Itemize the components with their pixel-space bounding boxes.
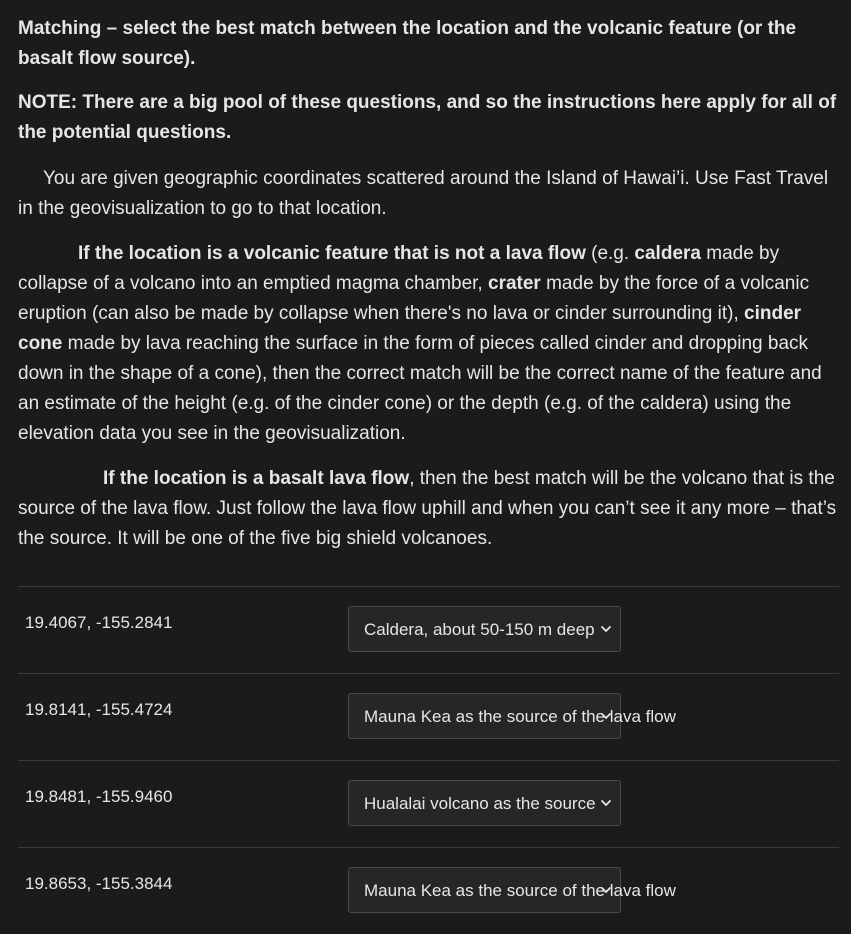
question-row bbox=[18, 586, 839, 673]
chevron-down-icon bbox=[600, 624, 612, 634]
answer-select[interactable] bbox=[348, 867, 676, 913]
instructions-intro: You are given geographic coordinates scattered around the Island of Hawai’i. Use Fast Travel in the geovisualization to go to that location. bbox=[18, 168, 829, 219]
chevron-down-icon bbox=[600, 885, 612, 895]
selected-answer: Mauna Kea as the source of the lava flow bbox=[364, 707, 676, 726]
answer-select[interactable] bbox=[348, 780, 621, 826]
feature-text-3: made by the force of a volcanic eruption (can also be made by collapse when there's no lava or cinder surrounding it), bbox=[18, 273, 810, 324]
feature-text-2: made by collapse of a volcano into an emptied magma chamber, bbox=[18, 243, 780, 294]
question-coordinates: 19.8141, -155.4724 bbox=[25, 700, 173, 719]
question-row bbox=[18, 847, 839, 934]
feature-lead: If the location is a volcanic feature that is not a lava flow bbox=[78, 243, 586, 264]
instructions-volcanic-feature bbox=[18, 239, 840, 449]
answer-select[interactable] bbox=[348, 606, 621, 652]
basalt-lead: If the location is a basalt lava flow bbox=[103, 468, 410, 489]
chevron-down-icon bbox=[600, 798, 612, 808]
feature-text-4: made by lava reaching the surface in the form of pieces called cinder and dropping back down in the shape of a cone), then the correct match will be the correct name of the feature and an estimate of the height (e.g. of the cinder cone) or the depth (e.g. of the caldera) using the elevation data you see in the geovisualization. bbox=[18, 333, 822, 444]
term-crater: crater bbox=[488, 273, 541, 294]
instructions-panel bbox=[18, 14, 840, 554]
selected-answer: Hualalai volcano as the source bbox=[364, 794, 596, 813]
feature-text-1: (e.g. bbox=[585, 243, 635, 264]
term-cinder-cone: cinder cone bbox=[18, 303, 802, 354]
instructions-basalt-flow bbox=[18, 464, 840, 554]
chevron-down-icon bbox=[600, 711, 612, 721]
question-coordinates: 19.4067, -155.2841 bbox=[25, 613, 173, 632]
basalt-text: , then the best match will be the volcano that is the source of the lava flow. Just follow the lava flow uphill and when you can’t see it any more – that’s the source. It will be one of the five big shield volcanoes. bbox=[18, 468, 837, 549]
answer-select[interactable] bbox=[348, 693, 676, 739]
selected-answer: Caldera, about 50-150 m deep bbox=[364, 620, 595, 639]
question-coordinates: 19.8481, -155.9460 bbox=[25, 787, 173, 806]
question-row bbox=[18, 673, 839, 760]
question-row bbox=[18, 760, 839, 847]
instructions-note: NOTE: There are a big pool of these questions, and so the instructions here apply for all of the potential questions. bbox=[18, 92, 837, 143]
matching-questions bbox=[18, 586, 839, 934]
question-coordinates: 19.8653, -155.3844 bbox=[25, 874, 173, 893]
instructions-heading: Matching – select the best match between the location and the volcanic feature (or the basalt flow source). bbox=[18, 18, 797, 69]
term-caldera: caldera bbox=[634, 243, 701, 264]
selected-answer: Mauna Kea as the source of the lava flow bbox=[364, 881, 676, 900]
